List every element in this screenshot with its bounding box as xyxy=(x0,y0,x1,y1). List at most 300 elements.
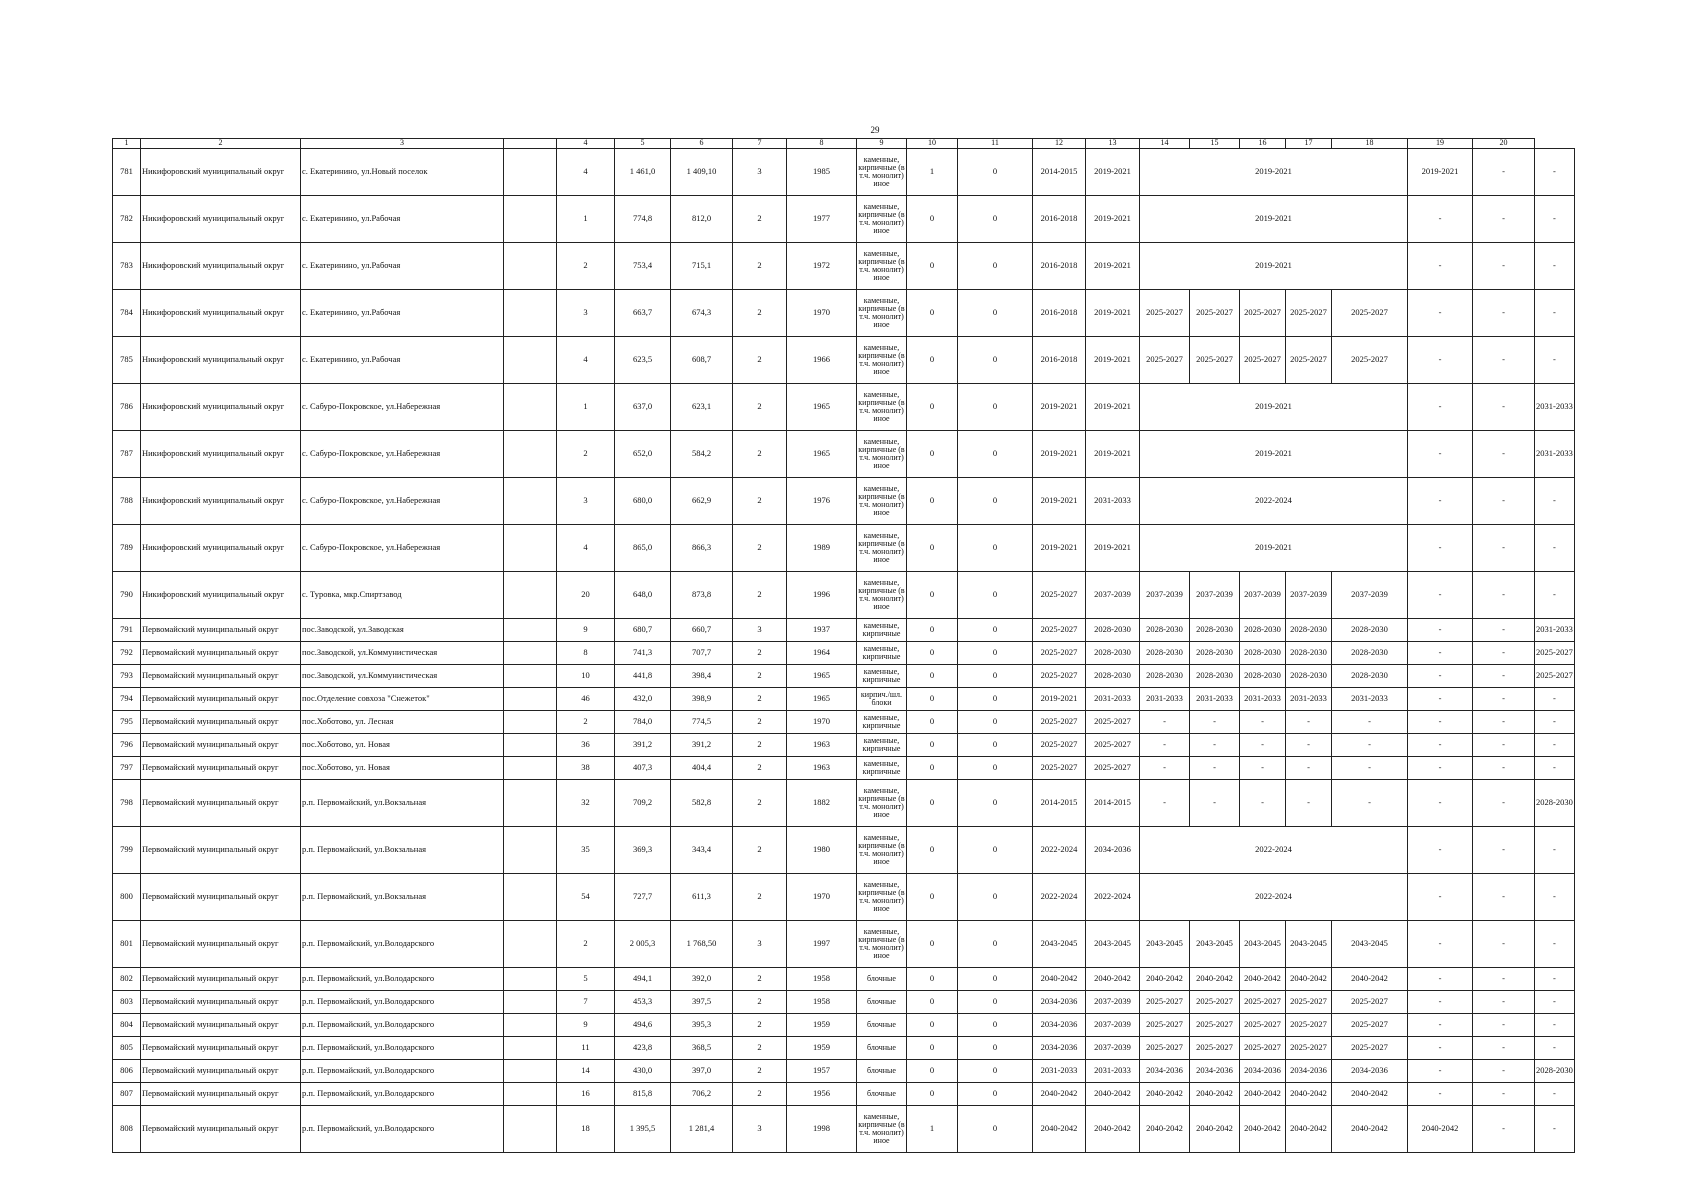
cell-addr: пос.Заводской, ул.Коммунистическая xyxy=(301,642,504,665)
cell-c20: 2031-2033 xyxy=(1535,384,1575,431)
column-number-cell: 9 xyxy=(857,139,907,149)
cell-c12: 2031-2033 xyxy=(1086,688,1140,711)
cell-addr: с. Екатеринино, ул.Рабочая xyxy=(301,243,504,290)
cell-c13: 2034-2036 xyxy=(1140,1060,1190,1083)
table-row xyxy=(113,1037,1575,1060)
cell-c15: - xyxy=(1240,757,1286,780)
cell-wall: блочные xyxy=(857,1083,907,1106)
cell-yr: 1977 xyxy=(787,196,857,243)
cell-n: 790 xyxy=(113,572,141,619)
cell-yr: 1965 xyxy=(787,384,857,431)
cell-merged: 2019-2021 xyxy=(1140,525,1408,572)
cell-c18: - xyxy=(1408,688,1473,711)
cell-c13: 2025-2027 xyxy=(1140,991,1190,1014)
cell-fl: 3 xyxy=(733,921,787,968)
cell-c19: - xyxy=(1473,921,1535,968)
cell-c16: 2025-2027 xyxy=(1286,991,1332,1014)
cell-wall: каменные, кирпичные (в т.ч. монолит) иное xyxy=(857,337,907,384)
cell-wall: блочные xyxy=(857,1014,907,1037)
cell-s1: 432,0 xyxy=(615,688,671,711)
cell-c15: 2025-2027 xyxy=(1240,1014,1286,1037)
cell-s2: 404,4 xyxy=(671,757,733,780)
cell-merged: 2019-2021 xyxy=(1140,431,1408,478)
cell-c12: 2019-2021 xyxy=(1086,384,1140,431)
cell-wall: каменные, кирпичные (в т.ч. монолит) иное xyxy=(857,874,907,921)
cell-s1: 430,0 xyxy=(615,1060,671,1083)
cell-c9: 0 xyxy=(907,619,958,642)
cell-n: 801 xyxy=(113,921,141,968)
cell-c10: 0 xyxy=(958,196,1033,243)
cell-c11: 2022-2024 xyxy=(1033,827,1086,874)
cell-c13: 2028-2030 xyxy=(1140,665,1190,688)
cell-c16: 2031-2033 xyxy=(1286,688,1332,711)
table-row xyxy=(113,665,1575,688)
cell-mo: Первомайский муниципальный округ xyxy=(141,1060,301,1083)
cell-c19: - xyxy=(1473,1060,1535,1083)
cell-yr: 1964 xyxy=(787,642,857,665)
cell-house: 54 xyxy=(557,874,615,921)
table-row xyxy=(113,384,1575,431)
cell-c11: 2034-2036 xyxy=(1033,1037,1086,1060)
cell-c19: - xyxy=(1473,384,1535,431)
cell-s2: 774,5 xyxy=(671,711,733,734)
cell-c20: - xyxy=(1535,1106,1575,1153)
cell-addr: р.п. Первомайский, ул.Володарского xyxy=(301,968,504,991)
cell-c9: 0 xyxy=(907,1037,958,1060)
cell-c15: 2034-2036 xyxy=(1240,1060,1286,1083)
cell-empty xyxy=(504,1014,557,1037)
cell-house: 3 xyxy=(557,290,615,337)
column-number-cell: 19 xyxy=(1408,139,1473,149)
cell-c9: 0 xyxy=(907,1014,958,1037)
cell-empty xyxy=(504,1037,557,1060)
cell-fl: 2 xyxy=(733,337,787,384)
cell-s2: 660,7 xyxy=(671,619,733,642)
cell-fl: 2 xyxy=(733,290,787,337)
cell-c11: 2040-2042 xyxy=(1033,1106,1086,1153)
cell-house: 16 xyxy=(557,1083,615,1106)
cell-c15: - xyxy=(1240,734,1286,757)
cell-c9: 0 xyxy=(907,757,958,780)
cell-house: 10 xyxy=(557,665,615,688)
cell-mo: Первомайский муниципальный округ xyxy=(141,921,301,968)
cell-c19: - xyxy=(1473,968,1535,991)
cell-c20: - xyxy=(1535,734,1575,757)
cell-c20: - xyxy=(1535,1037,1575,1060)
cell-s1: 727,7 xyxy=(615,874,671,921)
cell-s2: 397,5 xyxy=(671,991,733,1014)
cell-c13: - xyxy=(1140,711,1190,734)
cell-house: 32 xyxy=(557,780,615,827)
cell-addr: р.п. Первомайский, ул.Вокзальная xyxy=(301,827,504,874)
cell-yr: 1970 xyxy=(787,711,857,734)
cell-c10: 0 xyxy=(958,243,1033,290)
cell-wall: каменные, кирпичные (в т.ч. монолит) иное xyxy=(857,572,907,619)
cell-fl: 2 xyxy=(733,968,787,991)
cell-c15: 2025-2027 xyxy=(1240,1037,1286,1060)
cell-yr: 1976 xyxy=(787,478,857,525)
cell-c16: 2037-2039 xyxy=(1286,572,1332,619)
cell-wall: каменные, кирпичные (в т.ч. монолит) иное xyxy=(857,243,907,290)
cell-c11: 2019-2021 xyxy=(1033,688,1086,711)
column-number-cell: 5 xyxy=(615,139,671,149)
cell-c20: 2025-2027 xyxy=(1535,665,1575,688)
cell-n: 789 xyxy=(113,525,141,572)
cell-yr: 1970 xyxy=(787,290,857,337)
cell-wall: каменные, кирпичные (в т.ч. монолит) иное xyxy=(857,431,907,478)
cell-c9: 0 xyxy=(907,478,958,525)
cell-n: 806 xyxy=(113,1060,141,1083)
cell-mo: Никифоровский муниципальный округ xyxy=(141,243,301,290)
cell-c14: 2040-2042 xyxy=(1190,1083,1240,1106)
cell-empty xyxy=(504,619,557,642)
cell-yr: 1966 xyxy=(787,337,857,384)
cell-c15: 2028-2030 xyxy=(1240,642,1286,665)
cell-empty xyxy=(504,642,557,665)
cell-c12: 2031-2033 xyxy=(1086,1060,1140,1083)
cell-merged: 2022-2024 xyxy=(1140,874,1408,921)
cell-empty xyxy=(504,874,557,921)
cell-addr: р.п. Первомайский, ул.Володарского xyxy=(301,1060,504,1083)
cell-c15: 2037-2039 xyxy=(1240,572,1286,619)
cell-c10: 0 xyxy=(958,572,1033,619)
cell-addr: с. Сабуро-Покровское, ул.Набережная xyxy=(301,431,504,478)
cell-fl: 2 xyxy=(733,1060,787,1083)
cell-c18: - xyxy=(1408,827,1473,874)
cell-fl: 2 xyxy=(733,780,787,827)
cell-s1: 407,3 xyxy=(615,757,671,780)
cell-fl: 3 xyxy=(733,619,787,642)
cell-fl: 2 xyxy=(733,1014,787,1037)
cell-c12: 2025-2027 xyxy=(1086,734,1140,757)
cell-c14: 2025-2027 xyxy=(1190,1014,1240,1037)
cell-addr: пос.Хоботово, ул. Лесная xyxy=(301,711,504,734)
cell-c17: - xyxy=(1332,757,1408,780)
cell-c12: 2019-2021 xyxy=(1086,525,1140,572)
cell-wall: каменные, кирпичные (в т.ч. монолит) иное xyxy=(857,921,907,968)
cell-c20: - xyxy=(1535,525,1575,572)
cell-merged: 2022-2024 xyxy=(1140,827,1408,874)
cell-c20: 2031-2033 xyxy=(1535,619,1575,642)
cell-n: 803 xyxy=(113,991,141,1014)
cell-fl: 2 xyxy=(733,642,787,665)
cell-addr: пос.Заводской, ул.Коммунистическая xyxy=(301,665,504,688)
cell-c17: 2031-2033 xyxy=(1332,688,1408,711)
cell-s2: 395,3 xyxy=(671,1014,733,1037)
cell-s1: 369,3 xyxy=(615,827,671,874)
cell-addr: пос.Хоботово, ул. Новая xyxy=(301,757,504,780)
cell-n: 792 xyxy=(113,642,141,665)
cell-yr: 1957 xyxy=(787,1060,857,1083)
cell-wall: блочные xyxy=(857,1037,907,1060)
cell-c13: 2040-2042 xyxy=(1140,968,1190,991)
cell-addr: р.п. Первомайский, ул.Володарского xyxy=(301,921,504,968)
cell-empty xyxy=(504,991,557,1014)
cell-c20: - xyxy=(1535,149,1575,196)
cell-c16: 2040-2042 xyxy=(1286,1083,1332,1106)
cell-fl: 2 xyxy=(733,827,787,874)
cell-c16: - xyxy=(1286,780,1332,827)
cell-c19: - xyxy=(1473,243,1535,290)
cell-c12: 2034-2036 xyxy=(1086,827,1140,874)
cell-c18: - xyxy=(1408,874,1473,921)
cell-c17: 2025-2027 xyxy=(1332,1014,1408,1037)
cell-s1: 680,7 xyxy=(615,619,671,642)
cell-s1: 441,8 xyxy=(615,665,671,688)
cell-c10: 0 xyxy=(958,384,1033,431)
table-row xyxy=(113,1083,1575,1106)
cell-c18: - xyxy=(1408,243,1473,290)
cell-n: 802 xyxy=(113,968,141,991)
cell-c10: 0 xyxy=(958,1060,1033,1083)
housing-register-table xyxy=(112,138,1575,1153)
cell-house: 38 xyxy=(557,757,615,780)
cell-s2: 662,9 xyxy=(671,478,733,525)
cell-c18: - xyxy=(1408,431,1473,478)
cell-c19: - xyxy=(1473,734,1535,757)
cell-c13: 2031-2033 xyxy=(1140,688,1190,711)
cell-addr: с. Екатеринино, ул.Рабочая xyxy=(301,337,504,384)
cell-c11: 2034-2036 xyxy=(1033,1014,1086,1037)
cell-c11: 2025-2027 xyxy=(1033,711,1086,734)
cell-c11: 2016-2018 xyxy=(1033,196,1086,243)
cell-n: 782 xyxy=(113,196,141,243)
cell-c12: 2025-2027 xyxy=(1086,711,1140,734)
column-number-cell: 12 xyxy=(1033,139,1086,149)
cell-c9: 0 xyxy=(907,780,958,827)
cell-c15: 2025-2027 xyxy=(1240,991,1286,1014)
cell-s1: 709,2 xyxy=(615,780,671,827)
cell-c11: 2025-2027 xyxy=(1033,619,1086,642)
cell-c16: 2025-2027 xyxy=(1286,1037,1332,1060)
cell-c12: 2028-2030 xyxy=(1086,619,1140,642)
cell-c18: - xyxy=(1408,1014,1473,1037)
cell-c18: - xyxy=(1408,384,1473,431)
cell-addr: с. Екатеринино, ул.Новый поселок xyxy=(301,149,504,196)
cell-n: 788 xyxy=(113,478,141,525)
table-row xyxy=(113,921,1575,968)
cell-c20: - xyxy=(1535,688,1575,711)
cell-wall: каменные, кирпичные (в т.ч. монолит) иное xyxy=(857,478,907,525)
cell-c14: - xyxy=(1190,780,1240,827)
cell-n: 787 xyxy=(113,431,141,478)
cell-s1: 784,0 xyxy=(615,711,671,734)
table-row xyxy=(113,243,1575,290)
cell-mo: Первомайский муниципальный округ xyxy=(141,1083,301,1106)
cell-c11: 2016-2018 xyxy=(1033,243,1086,290)
cell-house: 7 xyxy=(557,991,615,1014)
cell-house: 11 xyxy=(557,1037,615,1060)
cell-s2: 608,7 xyxy=(671,337,733,384)
cell-mo: Первомайский муниципальный округ xyxy=(141,1014,301,1037)
cell-c18: - xyxy=(1408,711,1473,734)
cell-yr: 1998 xyxy=(787,1106,857,1153)
cell-wall: каменные, кирпичные xyxy=(857,619,907,642)
cell-c16: - xyxy=(1286,711,1332,734)
cell-c10: 0 xyxy=(958,619,1033,642)
cell-c10: 0 xyxy=(958,921,1033,968)
cell-n: 791 xyxy=(113,619,141,642)
cell-c19: - xyxy=(1473,991,1535,1014)
cell-c16: 2025-2027 xyxy=(1286,1014,1332,1037)
cell-c12: 2043-2045 xyxy=(1086,921,1140,968)
cell-merged: 2019-2021 xyxy=(1140,149,1408,196)
cell-empty xyxy=(504,921,557,968)
cell-c18: - xyxy=(1408,1083,1473,1106)
cell-empty xyxy=(504,1106,557,1153)
cell-c15: 2040-2042 xyxy=(1240,1106,1286,1153)
cell-merged: 2019-2021 xyxy=(1140,196,1408,243)
cell-mo: Никифоровский муниципальный округ xyxy=(141,290,301,337)
cell-yr: 1997 xyxy=(787,921,857,968)
cell-s1: 865,0 xyxy=(615,525,671,572)
cell-c12: 2025-2027 xyxy=(1086,757,1140,780)
cell-c9: 0 xyxy=(907,1083,958,1106)
cell-c17: 2025-2027 xyxy=(1332,1037,1408,1060)
cell-s1: 453,3 xyxy=(615,991,671,1014)
cell-c9: 0 xyxy=(907,991,958,1014)
cell-c20: - xyxy=(1535,1083,1575,1106)
cell-c11: 2043-2045 xyxy=(1033,921,1086,968)
cell-house: 2 xyxy=(557,921,615,968)
table-row xyxy=(113,1060,1575,1083)
table-row xyxy=(113,827,1575,874)
cell-addr: р.п. Первомайский, ул.Вокзальная xyxy=(301,874,504,921)
cell-s2: 392,0 xyxy=(671,968,733,991)
cell-s2: 582,8 xyxy=(671,780,733,827)
cell-c11: 2019-2021 xyxy=(1033,384,1086,431)
cell-c20: 2028-2030 xyxy=(1535,780,1575,827)
cell-c10: 0 xyxy=(958,688,1033,711)
cell-empty xyxy=(504,478,557,525)
cell-wall: каменные, кирпичные xyxy=(857,757,907,780)
cell-s2: 1 409,10 xyxy=(671,149,733,196)
cell-c20: - xyxy=(1535,827,1575,874)
cell-c14: 2037-2039 xyxy=(1190,572,1240,619)
cell-s1: 2 005,3 xyxy=(615,921,671,968)
cell-c18: - xyxy=(1408,525,1473,572)
cell-yr: 1980 xyxy=(787,827,857,874)
cell-n: 805 xyxy=(113,1037,141,1060)
cell-addr: с. Екатеринино, ул.Рабочая xyxy=(301,290,504,337)
cell-yr: 1965 xyxy=(787,688,857,711)
cell-c17: 2040-2042 xyxy=(1332,968,1408,991)
cell-c13: 2040-2042 xyxy=(1140,1083,1190,1106)
cell-fl: 2 xyxy=(733,243,787,290)
cell-s2: 674,3 xyxy=(671,290,733,337)
cell-c9: 1 xyxy=(907,1106,958,1153)
page-number: 29 xyxy=(870,125,880,135)
cell-c19: - xyxy=(1473,688,1535,711)
cell-addr: с. Туровка, мкр.Спиртзавод xyxy=(301,572,504,619)
cell-c10: 0 xyxy=(958,665,1033,688)
cell-c9: 0 xyxy=(907,711,958,734)
cell-c19: - xyxy=(1473,290,1535,337)
cell-c15: 2031-2033 xyxy=(1240,688,1286,711)
table-row xyxy=(113,572,1575,619)
cell-fl: 2 xyxy=(733,1037,787,1060)
cell-c9: 0 xyxy=(907,642,958,665)
cell-n: 784 xyxy=(113,290,141,337)
cell-c9: 0 xyxy=(907,827,958,874)
cell-addr: р.п. Первомайский, ул.Володарского xyxy=(301,991,504,1014)
cell-c11: 2025-2027 xyxy=(1033,734,1086,757)
cell-mo: Никифоровский муниципальный округ xyxy=(141,431,301,478)
cell-mo: Никифоровский муниципальный округ xyxy=(141,478,301,525)
cell-house: 4 xyxy=(557,149,615,196)
cell-c18: 2019-2021 xyxy=(1408,149,1473,196)
cell-yr: 1958 xyxy=(787,968,857,991)
cell-addr: с. Сабуро-Покровское, ул.Набережная xyxy=(301,384,504,431)
cell-c16: 2040-2042 xyxy=(1286,1106,1332,1153)
cell-c18: - xyxy=(1408,780,1473,827)
cell-c14: 2028-2030 xyxy=(1190,642,1240,665)
cell-c10: 0 xyxy=(958,478,1033,525)
cell-s1: 1 395,5 xyxy=(615,1106,671,1153)
cell-empty xyxy=(504,734,557,757)
cell-fl: 2 xyxy=(733,196,787,243)
cell-mo: Первомайский муниципальный округ xyxy=(141,688,301,711)
cell-c18: - xyxy=(1408,968,1473,991)
cell-c9: 0 xyxy=(907,665,958,688)
cell-c11: 2019-2021 xyxy=(1033,431,1086,478)
cell-c11: 2014-2015 xyxy=(1033,149,1086,196)
cell-fl: 2 xyxy=(733,525,787,572)
cell-c10: 0 xyxy=(958,734,1033,757)
cell-s1: 753,4 xyxy=(615,243,671,290)
cell-c10: 0 xyxy=(958,525,1033,572)
cell-c11: 2022-2024 xyxy=(1033,874,1086,921)
cell-c9: 0 xyxy=(907,525,958,572)
cell-c12: 2040-2042 xyxy=(1086,1083,1140,1106)
cell-mo: Первомайский муниципальный округ xyxy=(141,968,301,991)
cell-c13: - xyxy=(1140,780,1190,827)
cell-wall: кирпич./шл. блоки xyxy=(857,688,907,711)
cell-fl: 3 xyxy=(733,1106,787,1153)
cell-c9: 0 xyxy=(907,874,958,921)
cell-yr: 1989 xyxy=(787,525,857,572)
cell-c10: 0 xyxy=(958,290,1033,337)
cell-c11: 2040-2042 xyxy=(1033,968,1086,991)
cell-c17: 2028-2030 xyxy=(1332,642,1408,665)
cell-c9: 0 xyxy=(907,290,958,337)
cell-empty xyxy=(504,780,557,827)
cell-house: 2 xyxy=(557,243,615,290)
cell-c20: - xyxy=(1535,572,1575,619)
cell-c10: 0 xyxy=(958,1106,1033,1153)
cell-c11: 2025-2027 xyxy=(1033,572,1086,619)
cell-addr: р.п. Первомайский, ул.Володарского xyxy=(301,1014,504,1037)
cell-c15: 2043-2045 xyxy=(1240,921,1286,968)
column-number-cell: 20 xyxy=(1473,139,1535,149)
cell-c17: 2025-2027 xyxy=(1332,290,1408,337)
cell-wall: блочные xyxy=(857,968,907,991)
table-body xyxy=(113,139,1575,1153)
cell-yr: 1996 xyxy=(787,572,857,619)
cell-s2: 715,1 xyxy=(671,243,733,290)
cell-c13: 2025-2027 xyxy=(1140,290,1190,337)
cell-c15: 2040-2042 xyxy=(1240,968,1286,991)
table-row xyxy=(113,1014,1575,1037)
cell-n: 795 xyxy=(113,711,141,734)
cell-empty xyxy=(504,968,557,991)
cell-house: 5 xyxy=(557,968,615,991)
cell-wall: каменные, кирпичные (в т.ч. монолит) иное xyxy=(857,1106,907,1153)
cell-s2: 611,3 xyxy=(671,874,733,921)
cell-wall: каменные, кирпичные xyxy=(857,642,907,665)
cell-c13: 2037-2039 xyxy=(1140,572,1190,619)
cell-c11: 2025-2027 xyxy=(1033,665,1086,688)
